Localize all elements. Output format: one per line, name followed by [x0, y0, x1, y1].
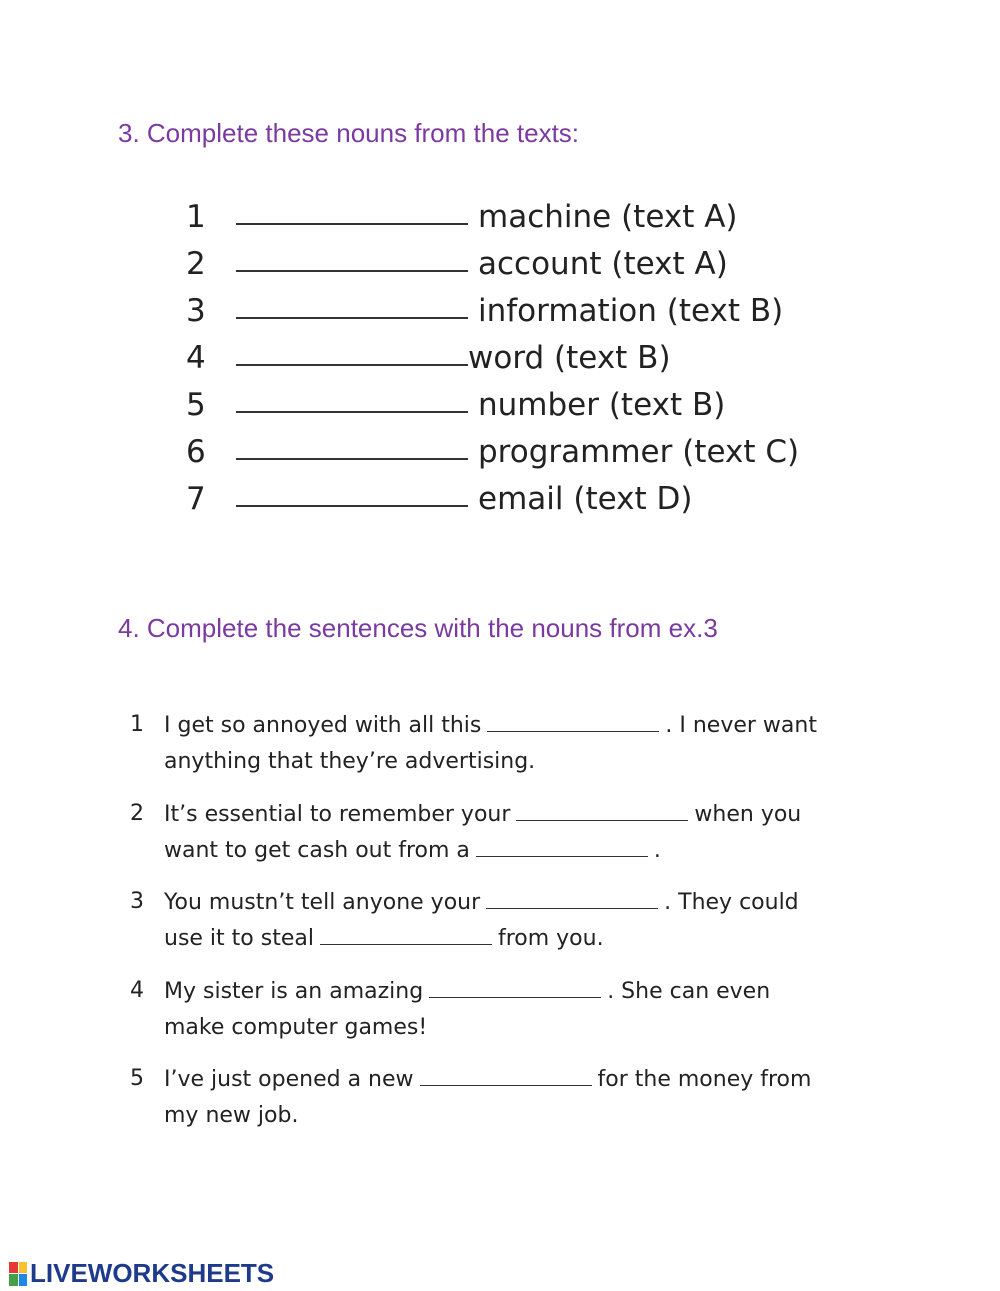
- sentence-text: my new job.: [164, 1103, 299, 1128]
- item-number: 2: [186, 245, 206, 282]
- exercise-3-list: [186, 193, 826, 522]
- answer-blank[interactable]: [487, 711, 659, 732]
- sentence-line: [164, 744, 535, 780]
- sentence-text: . I never want: [665, 713, 817, 738]
- sentence-item: [130, 885, 930, 974]
- exercise-4-list: [130, 708, 930, 1151]
- sentence-item: [130, 708, 930, 797]
- noun-word: programmer (text C): [478, 433, 800, 470]
- noun-word: information (text B): [478, 292, 784, 329]
- sentence-text: want to get cash out from a: [164, 837, 470, 863]
- answer-blank[interactable]: [429, 977, 601, 998]
- sentence-text: My sister is an amazing: [164, 978, 424, 1004]
- sentence-line: [164, 1062, 811, 1098]
- logo-square-icon: [19, 1274, 28, 1286]
- answer-blank[interactable]: [236, 428, 468, 460]
- sentence-line: [164, 921, 604, 957]
- answer-blank[interactable]: [420, 1065, 592, 1086]
- sentence-text: make computer games!: [164, 1014, 428, 1040]
- answer-blank[interactable]: [476, 836, 648, 857]
- sentence-text: . They could: [664, 890, 799, 915]
- sentence-text: You mustn’t tell anyone your: [164, 890, 481, 915]
- answer-blank[interactable]: [236, 193, 468, 225]
- sentence-text: from you.: [497, 926, 604, 951]
- logo-square-icon: [19, 1262, 28, 1274]
- list-item: [186, 428, 826, 475]
- sentence-item: [130, 797, 930, 886]
- logo-text: LIVEWORKSHEETS: [30, 1258, 275, 1288]
- item-number: 4: [186, 339, 206, 376]
- answer-blank[interactable]: [236, 287, 468, 319]
- noun-word: email (text D): [478, 480, 693, 517]
- sentence-text: I get so annoyed with all this: [164, 713, 482, 738]
- exercise-3-heading: 3. Complete these nouns from the texts:: [118, 118, 580, 148]
- answer-blank[interactable]: [236, 334, 468, 366]
- answer-blank[interactable]: [516, 800, 688, 821]
- sentence-line: [164, 1010, 427, 1046]
- answer-blank[interactable]: [320, 924, 492, 945]
- list-item: [186, 287, 826, 334]
- sentence-text: use it to steal: [164, 926, 314, 951]
- item-number: 5: [130, 1066, 144, 1091]
- logo-mark-icon: [9, 1262, 27, 1286]
- item-number: 7: [186, 480, 206, 517]
- liveworksheets-logo[interactable]: [9, 1258, 274, 1289]
- sentence-text: anything that they’re advertising.: [164, 749, 536, 774]
- sentence-text: . She can even: [607, 978, 771, 1004]
- list-item: [186, 193, 826, 240]
- sentence-text: when you: [694, 801, 802, 827]
- sentence-text: I’ve just opened a new: [164, 1067, 414, 1092]
- sentence-item: [130, 974, 930, 1063]
- answer-blank[interactable]: [486, 888, 658, 909]
- sentence-line: [164, 797, 801, 833]
- sentence-item: [130, 1062, 930, 1151]
- sentence-line: [164, 974, 770, 1010]
- item-number: 4: [130, 977, 144, 1003]
- list-item: [186, 240, 826, 287]
- noun-word: machine (text A): [478, 198, 738, 235]
- noun-word: number (text B): [478, 386, 726, 423]
- item-number: 3: [130, 889, 144, 914]
- item-number: 6: [186, 433, 206, 470]
- noun-word: account (text A): [478, 245, 728, 282]
- answer-blank[interactable]: [236, 381, 468, 413]
- exercise-4-heading: 4. Complete the sentences with the nouns from ex.3: [118, 613, 718, 643]
- list-item: [186, 475, 826, 522]
- answer-blank[interactable]: [236, 475, 468, 507]
- logo-square-icon: [9, 1274, 18, 1286]
- item-number: 1: [186, 198, 206, 235]
- sentence-text: .: [653, 837, 661, 863]
- logo-square-icon: [9, 1262, 18, 1274]
- list-item: [186, 381, 826, 428]
- sentence-line: [164, 708, 817, 744]
- item-number: 2: [130, 800, 144, 826]
- sentence-line: [164, 833, 661, 869]
- sentence-text: It’s essential to remember your: [164, 801, 511, 827]
- item-number: 5: [186, 386, 206, 423]
- list-item: [186, 334, 826, 381]
- item-number: 3: [186, 292, 206, 329]
- sentence-line: [164, 1098, 298, 1134]
- item-number: 1: [130, 712, 144, 737]
- sentence-line: [164, 885, 799, 921]
- answer-blank[interactable]: [236, 240, 468, 272]
- sentence-text: for the money from: [597, 1067, 812, 1092]
- noun-word: word (text B): [468, 339, 671, 376]
